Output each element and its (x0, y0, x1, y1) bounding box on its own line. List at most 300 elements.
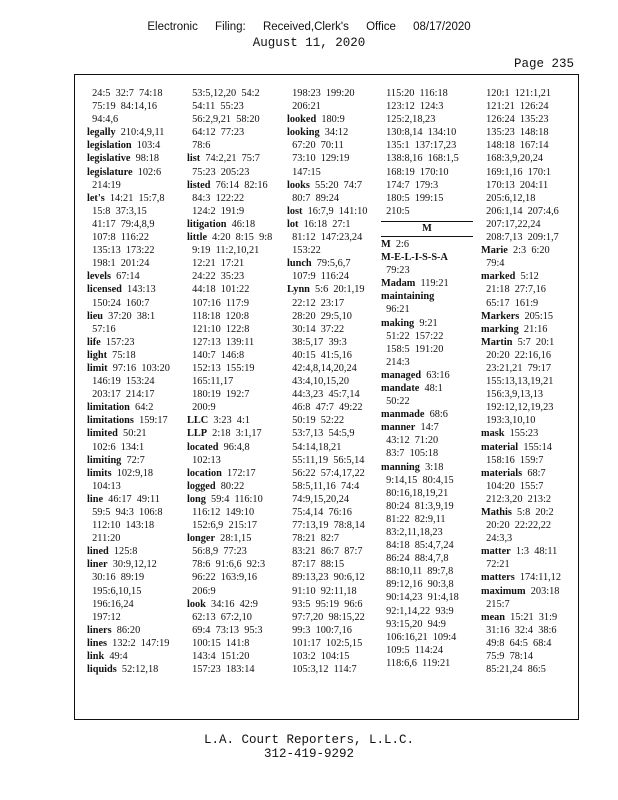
index-keyword: matter (481, 546, 511, 558)
index-entry: 198:23 199:20 (287, 88, 355, 99)
index-entry: 86:24 88:4,7,8 (381, 553, 449, 565)
index-entry: legislation 103:4 (87, 140, 161, 152)
index-entry: LLP 2:18 3:1,17 (187, 428, 262, 440)
index-entry: let's 14:21 15:7,8 (87, 192, 165, 204)
index-keyword: manning (381, 461, 420, 473)
index-entry: 121:10 122:8 (187, 323, 250, 335)
index-entry: 20:20 22:22,22 (481, 520, 552, 532)
index-entry: Mathis 5:8 20:2 (481, 507, 554, 518)
index-entry: manning 3:18 (381, 461, 444, 473)
index-keyword: lined (87, 546, 109, 558)
index-entry: lined 125:8 (87, 546, 138, 558)
index-keyword: logged (187, 480, 216, 492)
index-entry: 107:16 117:9 (187, 297, 249, 309)
index-entry: 83:21 86:7 87:7 (287, 546, 363, 558)
index-entry: 15:8 37:3,15 (87, 205, 147, 217)
index-keyword: LLP (187, 428, 208, 440)
index-entry: 30:16 89:19 (87, 572, 145, 584)
index-entry: 24:22 35:23 (187, 271, 245, 283)
footer-reporter: L.A. Court Reporters, L.L.C. (203, 733, 415, 747)
index-entry: 78:6 (187, 140, 211, 152)
index-frame (74, 74, 579, 720)
index-entry: 24:5 32:7 74:18 (87, 88, 163, 99)
index-keyword: licensed (87, 284, 122, 296)
index-entry: marking 21:16 (481, 323, 548, 335)
index-entry: 91:10 92:11,18 (287, 585, 357, 597)
index-entry: lost 16:7,9 141:10 (287, 205, 368, 217)
index-keyword: legislation (87, 140, 132, 152)
index-entry: 9:19 11:2,10,21 (187, 245, 260, 257)
index-entry: 24:3,3 (481, 533, 513, 545)
index-entry: 75:4,14 76:16 (287, 507, 352, 518)
index-entry: matters 174:11,12 (481, 572, 561, 584)
index-entry: 157:23 183:14 (187, 664, 255, 676)
index-entry: 56:2,9,21 58:20 (187, 114, 260, 126)
index-entry: 210:5 (381, 205, 410, 217)
index-entry: 78:6 91:6,6 92:3 (187, 559, 266, 571)
header-electronic: Electronic (147, 21, 198, 33)
index-keyword: Marie (481, 245, 508, 257)
index-entry: logged 80:22 (187, 480, 245, 492)
index-entry: 43:12 71:20 (381, 435, 439, 447)
index-entry: 74:9,15,20,24 (287, 493, 350, 505)
index-keyword: looked (287, 114, 317, 126)
index-keyword: matters (481, 572, 515, 584)
index-keyword: listed (187, 179, 211, 191)
index-entry: 174:7 179:3 (381, 179, 439, 191)
index-entry: 46:8 47:7 49:22 (287, 402, 363, 414)
index-entry: 120:1 121:1,21 (481, 88, 552, 99)
index-column-5 (481, 87, 573, 676)
index-entry: light 75:18 (87, 349, 136, 361)
index-entry: 57:16 (87, 323, 116, 335)
index-keyword: Madam (381, 278, 416, 290)
index-entry: Martin 5:7 20:1 (481, 336, 555, 348)
index-column-3 (287, 87, 379, 676)
index-entry: looking 34:12 (287, 127, 349, 139)
index-entry: 75:19 84:14,16 (87, 101, 158, 113)
index-keyword: mean (481, 611, 506, 623)
index-keyword: legally (87, 127, 116, 139)
index-entry: lieu 37:20 38:1 (87, 310, 156, 322)
index-entry: 135:1 137:17,23 (381, 140, 457, 152)
index-keyword: mandate (381, 382, 420, 394)
index-entry: 147:15 (287, 166, 321, 178)
index-entry: 200:9 (187, 402, 216, 414)
index-keyword: Lynn (287, 284, 310, 296)
index-keyword: life (87, 336, 101, 348)
index-entry: 105:3,12 114:7 (287, 664, 357, 676)
index-entry: lunch 79:5,6,7 (287, 258, 351, 270)
index-entry: 9:14,15 80:4,15 (381, 474, 454, 486)
index-entry: 58:5,11,16 74:4 (287, 480, 360, 492)
index-entry: 53:5,12,20 54:2 (187, 88, 260, 99)
index-entry: Madam 119:21 (381, 278, 449, 290)
index-entry: legislature 102:6 (87, 166, 162, 178)
index-keyword: legislative (87, 153, 131, 165)
index-entry: levels 67:14 (87, 271, 140, 283)
index-keyword: line (87, 493, 104, 505)
index-keyword: maximum (481, 585, 526, 597)
index-entry: 81:22 82:9,11 (381, 513, 446, 525)
index-entry: 193:3,10,10 (481, 415, 536, 427)
index-entry: 79:23 (381, 265, 410, 277)
index-entry: 44:3,23 45:7,14 (287, 389, 360, 401)
index-keyword: materials (481, 467, 523, 479)
index-entry: 72:21 (481, 559, 510, 571)
index-entry: 206:1,14 207:4,6 (481, 205, 559, 217)
index-entry: 80:16,18,19,21 (381, 487, 449, 499)
index-keyword: liners (87, 624, 112, 636)
page-number: Page 235 (513, 57, 574, 71)
index-entry: 90:14,23 91:4,18 (381, 592, 459, 604)
index-entry: look 34:16 42:9 (187, 598, 258, 610)
index-entry: 43:4,10,15,20 (287, 376, 350, 388)
index-entry: 42:4,8,14,20,24 (287, 362, 357, 374)
index-entry: 107:9 116:24 (287, 271, 349, 283)
index-keyword: located (187, 441, 219, 453)
index-entry: longer 28:1,15 (187, 533, 252, 545)
index-keyword: looks (287, 179, 310, 191)
index-entry: 116:12 149:10 (187, 507, 255, 518)
index-entry: 197:12 (87, 611, 121, 623)
index-entry: 135:13 173:22 (87, 245, 155, 257)
index-keyword: levels (87, 271, 112, 283)
footer-phone: 312-419-9292 (263, 747, 354, 761)
index-keyword: liquids (87, 664, 117, 676)
index-entry: 168:19 170:10 (381, 166, 449, 178)
index-entry: 20:20 22:16,16 (481, 349, 552, 361)
index-entry: 79:4 (481, 258, 505, 270)
index-entry: listed 76:14 82:16 (187, 179, 268, 191)
index-entry: 22:12 23:17 (287, 297, 345, 309)
filing-header (0, 21, 618, 33)
index-entry: located 96:4,8 (187, 441, 250, 453)
index-keyword: material (481, 441, 519, 453)
index-entry: 102:6 134:1 (87, 441, 145, 453)
index-entry: 165:11,17 (187, 376, 234, 388)
index-entry: 152:13 155:19 (187, 362, 255, 374)
index-entry: material 155:14 (481, 441, 552, 453)
index-entry: 115:20 116:18 (381, 88, 448, 99)
index-entry: 100:15 141:8 (187, 637, 250, 649)
index-keyword: limited (87, 428, 118, 440)
index-entry: 205:6,12,18 (481, 192, 536, 204)
index-entry: 78:21 82:7 (287, 533, 340, 545)
index-entry: line 46:17 49:11 (87, 493, 160, 505)
index-entry: 88:10,11 89:7,8 (381, 566, 454, 578)
index-entry: 170:13 204:11 (481, 179, 549, 191)
index-entry: 109:5 114:24 (381, 644, 443, 656)
header-filing: Filing: (215, 21, 246, 33)
index-keyword: lot (287, 218, 299, 230)
index-entry: 206:21 (287, 101, 321, 113)
index-entry: limit 97:16 103:20 (87, 362, 170, 374)
index-column-1 (87, 87, 179, 676)
index-entry: 121:21 126:24 (481, 101, 549, 113)
index-entry: 31:16 32:4 38:6 (481, 624, 557, 636)
index-entry: managed 63:16 (381, 369, 450, 381)
index-entry: 212:3,20 213:2 (481, 493, 552, 505)
index-entry: 64:12 77:23 (187, 127, 245, 139)
index-keyword: legislature (87, 166, 133, 178)
index-entry: 80:24 81:3,9,19 (381, 500, 454, 512)
index-entry: 94:4,6 (87, 114, 119, 126)
index-keyword: limits (87, 467, 112, 479)
index-entry: 38:5,17 39:3 (287, 336, 347, 348)
index-entry: 96:22 163:9,16 (187, 572, 258, 584)
index-entry: mandate 48:1 (381, 382, 443, 394)
index-entry: 55:11,19 56:5,14 (287, 454, 365, 466)
index-entry: limited 50:21 (87, 428, 147, 440)
index-entry: location 172:17 (187, 467, 256, 479)
index-entry: 211:20 (87, 533, 121, 545)
index-entry: 158:5 191:20 (381, 343, 444, 355)
index-entry: 69:4 73:13 95:3 (187, 624, 263, 636)
index-entry: 127:13 139:11 (187, 336, 255, 348)
index-entry (381, 251, 473, 264)
index-entry: 75:9 78:14 (481, 651, 534, 663)
index-entry: 138:8,16 168:1,5 (381, 153, 459, 165)
index-keyword: look (187, 598, 206, 610)
index-entry: legally 210:4,9,11 (87, 127, 165, 139)
index-entry: 92:1,14,22 93:9 (381, 605, 454, 617)
index-entry: 106:16,21 109:4 (381, 631, 457, 643)
index-entry: 23:21,21 79:17 (481, 362, 552, 374)
index-entry: 59:5 94:3 106:8 (87, 507, 163, 518)
index-entry: Lynn 5:6 20:1,19 (287, 284, 365, 296)
index-entry: 80:7 89:24 (287, 192, 340, 204)
index-keyword: managed (381, 369, 422, 381)
header-received: Received,Clerk's (262, 21, 349, 33)
index-entry: 180:19 192:7 (187, 389, 250, 401)
index-entry: 93:15,20 94:9 (381, 618, 446, 630)
index-column-4 (381, 87, 473, 670)
index-entry: 54:14,18,21 (287, 441, 342, 453)
index-entry: 104:13 (87, 480, 121, 492)
index-entry: M 2:6 (381, 238, 410, 250)
index-entry: 50:22 (381, 396, 410, 408)
index-keyword: list (187, 153, 201, 165)
index-entry: 168:3,9,20,24 (481, 153, 544, 165)
index-entry: 103:2 104:15 (287, 651, 350, 663)
index-entry: 198:1 201:24 (87, 258, 150, 270)
index-entry: 44:18 101:22 (187, 284, 250, 296)
index-entry: link 49:4 (87, 651, 128, 663)
index-keyword: light (87, 349, 108, 361)
index-entry: limits 102:9,18 (87, 467, 154, 479)
index-keyword: LLC (187, 415, 209, 427)
index-keyword: limitations (87, 415, 134, 427)
index-entry: looks 55:20 74:7 (287, 179, 362, 191)
index-entry: 195:6,10,15 (87, 585, 142, 597)
index-entry: 169:1,16 170:1 (481, 166, 552, 178)
index-entry: Markers 205:15 (481, 310, 554, 322)
index-entry: 21:18 27:7,16 (481, 284, 546, 296)
index-entry: 207:17,22,24 (481, 218, 541, 230)
index-entry: 87:17 88:15 (287, 559, 345, 571)
index-entry: mask 155:23 (481, 428, 539, 440)
index-entry: 203:17 214:17 (87, 389, 155, 401)
index-entry: 101:17 102:5,15 (287, 637, 363, 649)
index-entry: liners 86:20 (87, 624, 141, 636)
index-entry: 192:12,12,19,23 (481, 402, 554, 414)
index-entry: 214:19 (87, 179, 121, 191)
index-entry: manner 14:7 (381, 422, 439, 434)
index-entry: little 4:20 8:15 9:8 (187, 232, 273, 244)
index-entry: list 74:2,21 75:7 (187, 153, 260, 165)
index-entry: 93:5 95:19 96:6 (287, 598, 363, 610)
index-entry: LLC 3:23 4:1 (187, 415, 250, 427)
index-keyword: limit (87, 362, 108, 374)
index-entry: 49:8 64:5 68:4 (481, 637, 552, 649)
index-entry: 118:18 120:8 (187, 310, 249, 322)
index-keyword: manmade (381, 409, 425, 421)
index-keyword: let's (87, 192, 105, 204)
index-keyword: long (187, 493, 206, 505)
index-entry: 104:20 155:7 (481, 480, 544, 492)
index-entry: 118:6,6 119:21 (381, 657, 451, 669)
index-entry: 107:8 116:22 (87, 232, 149, 244)
index-entry: 62:13 67:2,10 (187, 611, 252, 623)
index-keyword: lost (287, 205, 303, 217)
index-keyword: lunch (287, 258, 312, 270)
index-entry: 155:13,13,19,21 (481, 376, 554, 388)
index-entry: 54:11 55:23 (187, 101, 244, 113)
index-entry: 130:8,14 134:10 (381, 127, 457, 139)
index-entry: 75:23 205:23 (187, 166, 250, 178)
index-entry: 208:7,13 209:1,7 (481, 232, 559, 244)
index-entry: 102:13 (187, 454, 221, 466)
index-entry: legislative 98:18 (87, 153, 160, 165)
index-entry: 150:24 160:7 (87, 297, 150, 309)
index-keyword: limitation (87, 402, 130, 414)
index-entry: long 59:4 116:10 (187, 493, 263, 505)
index-entry: 30:14 37:22 (287, 323, 345, 335)
index-entry: liner 30:9,12,12 (87, 559, 157, 571)
index-entry: 135:23 148:18 (481, 127, 549, 139)
index-entry: 158:16 159:7 (481, 454, 544, 466)
index-entry: 51:22 157:22 (381, 330, 444, 342)
index-entry: lot 16:18 27:1 (287, 218, 351, 230)
index-entry: liquids 52:12,18 (87, 664, 159, 676)
index-entry: 28:20 29:5,10 (287, 310, 352, 322)
index-entry: 84:3 122:22 (187, 192, 245, 204)
index-entry: life 157:23 (87, 336, 135, 348)
index-entry: mean 15:21 31:9 (481, 611, 558, 623)
section-letter: M (381, 221, 473, 237)
index-entry: 56:22 57:4,17,22 (287, 467, 365, 479)
index-keyword: limiting (87, 454, 122, 466)
index-keyword: marked (481, 271, 516, 283)
index-entry: Marie 2:3 6:20 (481, 245, 550, 257)
index-entry: limitations 159:17 (87, 415, 168, 427)
index-entry: 67:20 70:11 (287, 140, 344, 152)
index-entry: 83:7 105:18 (381, 448, 439, 460)
index-keyword: Markers (481, 310, 520, 322)
index-entry: limitation 64:2 (87, 402, 154, 414)
index-keyword: looking (287, 127, 320, 139)
index-entry: litigation 46:18 (187, 218, 256, 230)
index-entry: 214:3 (381, 356, 410, 368)
index-keyword: little (187, 232, 208, 244)
header-office-date: 08/17/2020 (413, 21, 471, 33)
index-entry: 148:18 167:14 (481, 140, 549, 152)
index-entry: 125:2,18,23 (381, 114, 436, 126)
index-entry: 99:3 100:7,16 (287, 624, 352, 636)
index-entry: 180:5 199:15 (381, 192, 444, 204)
index-entry: limiting 72:7 (87, 454, 145, 466)
index-column-2 (187, 87, 279, 676)
index-entry: 89:13,23 90:6,12 (287, 572, 365, 584)
index-entry: lines 132:2 147:19 (87, 637, 170, 649)
index-entry: 41:17 79:4,8,9 (87, 218, 155, 230)
hearing-date: August 11, 2020 (252, 36, 366, 50)
index-keyword: location (187, 467, 222, 479)
index-keyword: M-E-L-I-S-S-A (381, 252, 448, 264)
index-keyword: litigation (187, 218, 227, 230)
index-entry: 153:22 (287, 245, 321, 257)
index-entry: 146:19 153:24 (87, 376, 155, 388)
index-entry: materials 68:7 (481, 467, 546, 479)
index-entry (381, 290, 473, 303)
index-entry: 12:21 17:21 (187, 258, 245, 270)
index-entry: 77:13,19 78:8,14 (287, 520, 365, 532)
index-entry: maximum 203:18 (481, 585, 560, 597)
index-entry: 126:24 135:23 (481, 114, 549, 126)
index-entry: 96:21 (381, 304, 410, 316)
index-entry: making 9:21 (381, 317, 438, 329)
index-entry: 196:16,24 (87, 598, 134, 610)
index-keyword: Martin (481, 336, 513, 348)
index-entry: 50:19 52:22 (287, 415, 345, 427)
index-entry: 84:18 85:4,7,24 (381, 540, 454, 552)
index-entry: 143:4 151:20 (187, 651, 250, 663)
index-entry: 65:17 161:9 (481, 297, 539, 309)
index-entry: manmade 68:6 (381, 409, 448, 421)
index-entry: 89:12,16 90:3,8 (381, 579, 454, 591)
index-keyword: maintaining (381, 291, 435, 303)
index-keyword: mask (481, 428, 505, 440)
index-entry: 112:10 143:18 (87, 520, 155, 532)
index-keyword: lines (87, 637, 108, 649)
index-entry: 97:7,20 98:15,22 (287, 611, 365, 623)
index-keyword: M (381, 238, 391, 250)
index-keyword: lieu (87, 310, 104, 322)
index-entry: 215:7 (481, 598, 510, 610)
index-keyword: longer (187, 533, 216, 545)
index-keyword: Mathis (481, 507, 512, 518)
index-entry: 73:10 129:19 (287, 153, 350, 165)
index-entry: 56:8,9 77:23 (187, 546, 247, 558)
index-entry: 140:7 146:8 (187, 349, 245, 361)
index-keyword: manner (381, 422, 416, 434)
index-keyword: liner (87, 559, 108, 571)
index-entry: 85:21,24 86:5 (481, 664, 546, 676)
index-entry: 123:12 124:3 (381, 101, 444, 113)
index-keyword: link (87, 651, 105, 663)
index-keyword: making (381, 317, 415, 329)
index-entry: looked 180:9 (287, 114, 345, 126)
index-entry: matter 1:3 48:11 (481, 546, 558, 558)
index-entry: 83:2,11,18,23 (381, 527, 443, 538)
index-entry: 53:7,13 54:5,9 (287, 428, 355, 440)
index-keyword: marking (481, 323, 519, 335)
index-entry: 156:3,9,13,13 (481, 389, 544, 401)
index-entry: 152:6,9 215:17 (187, 520, 258, 532)
index-entry: 206:9 (187, 585, 216, 597)
index-entry: marked 5:12 (481, 271, 539, 283)
